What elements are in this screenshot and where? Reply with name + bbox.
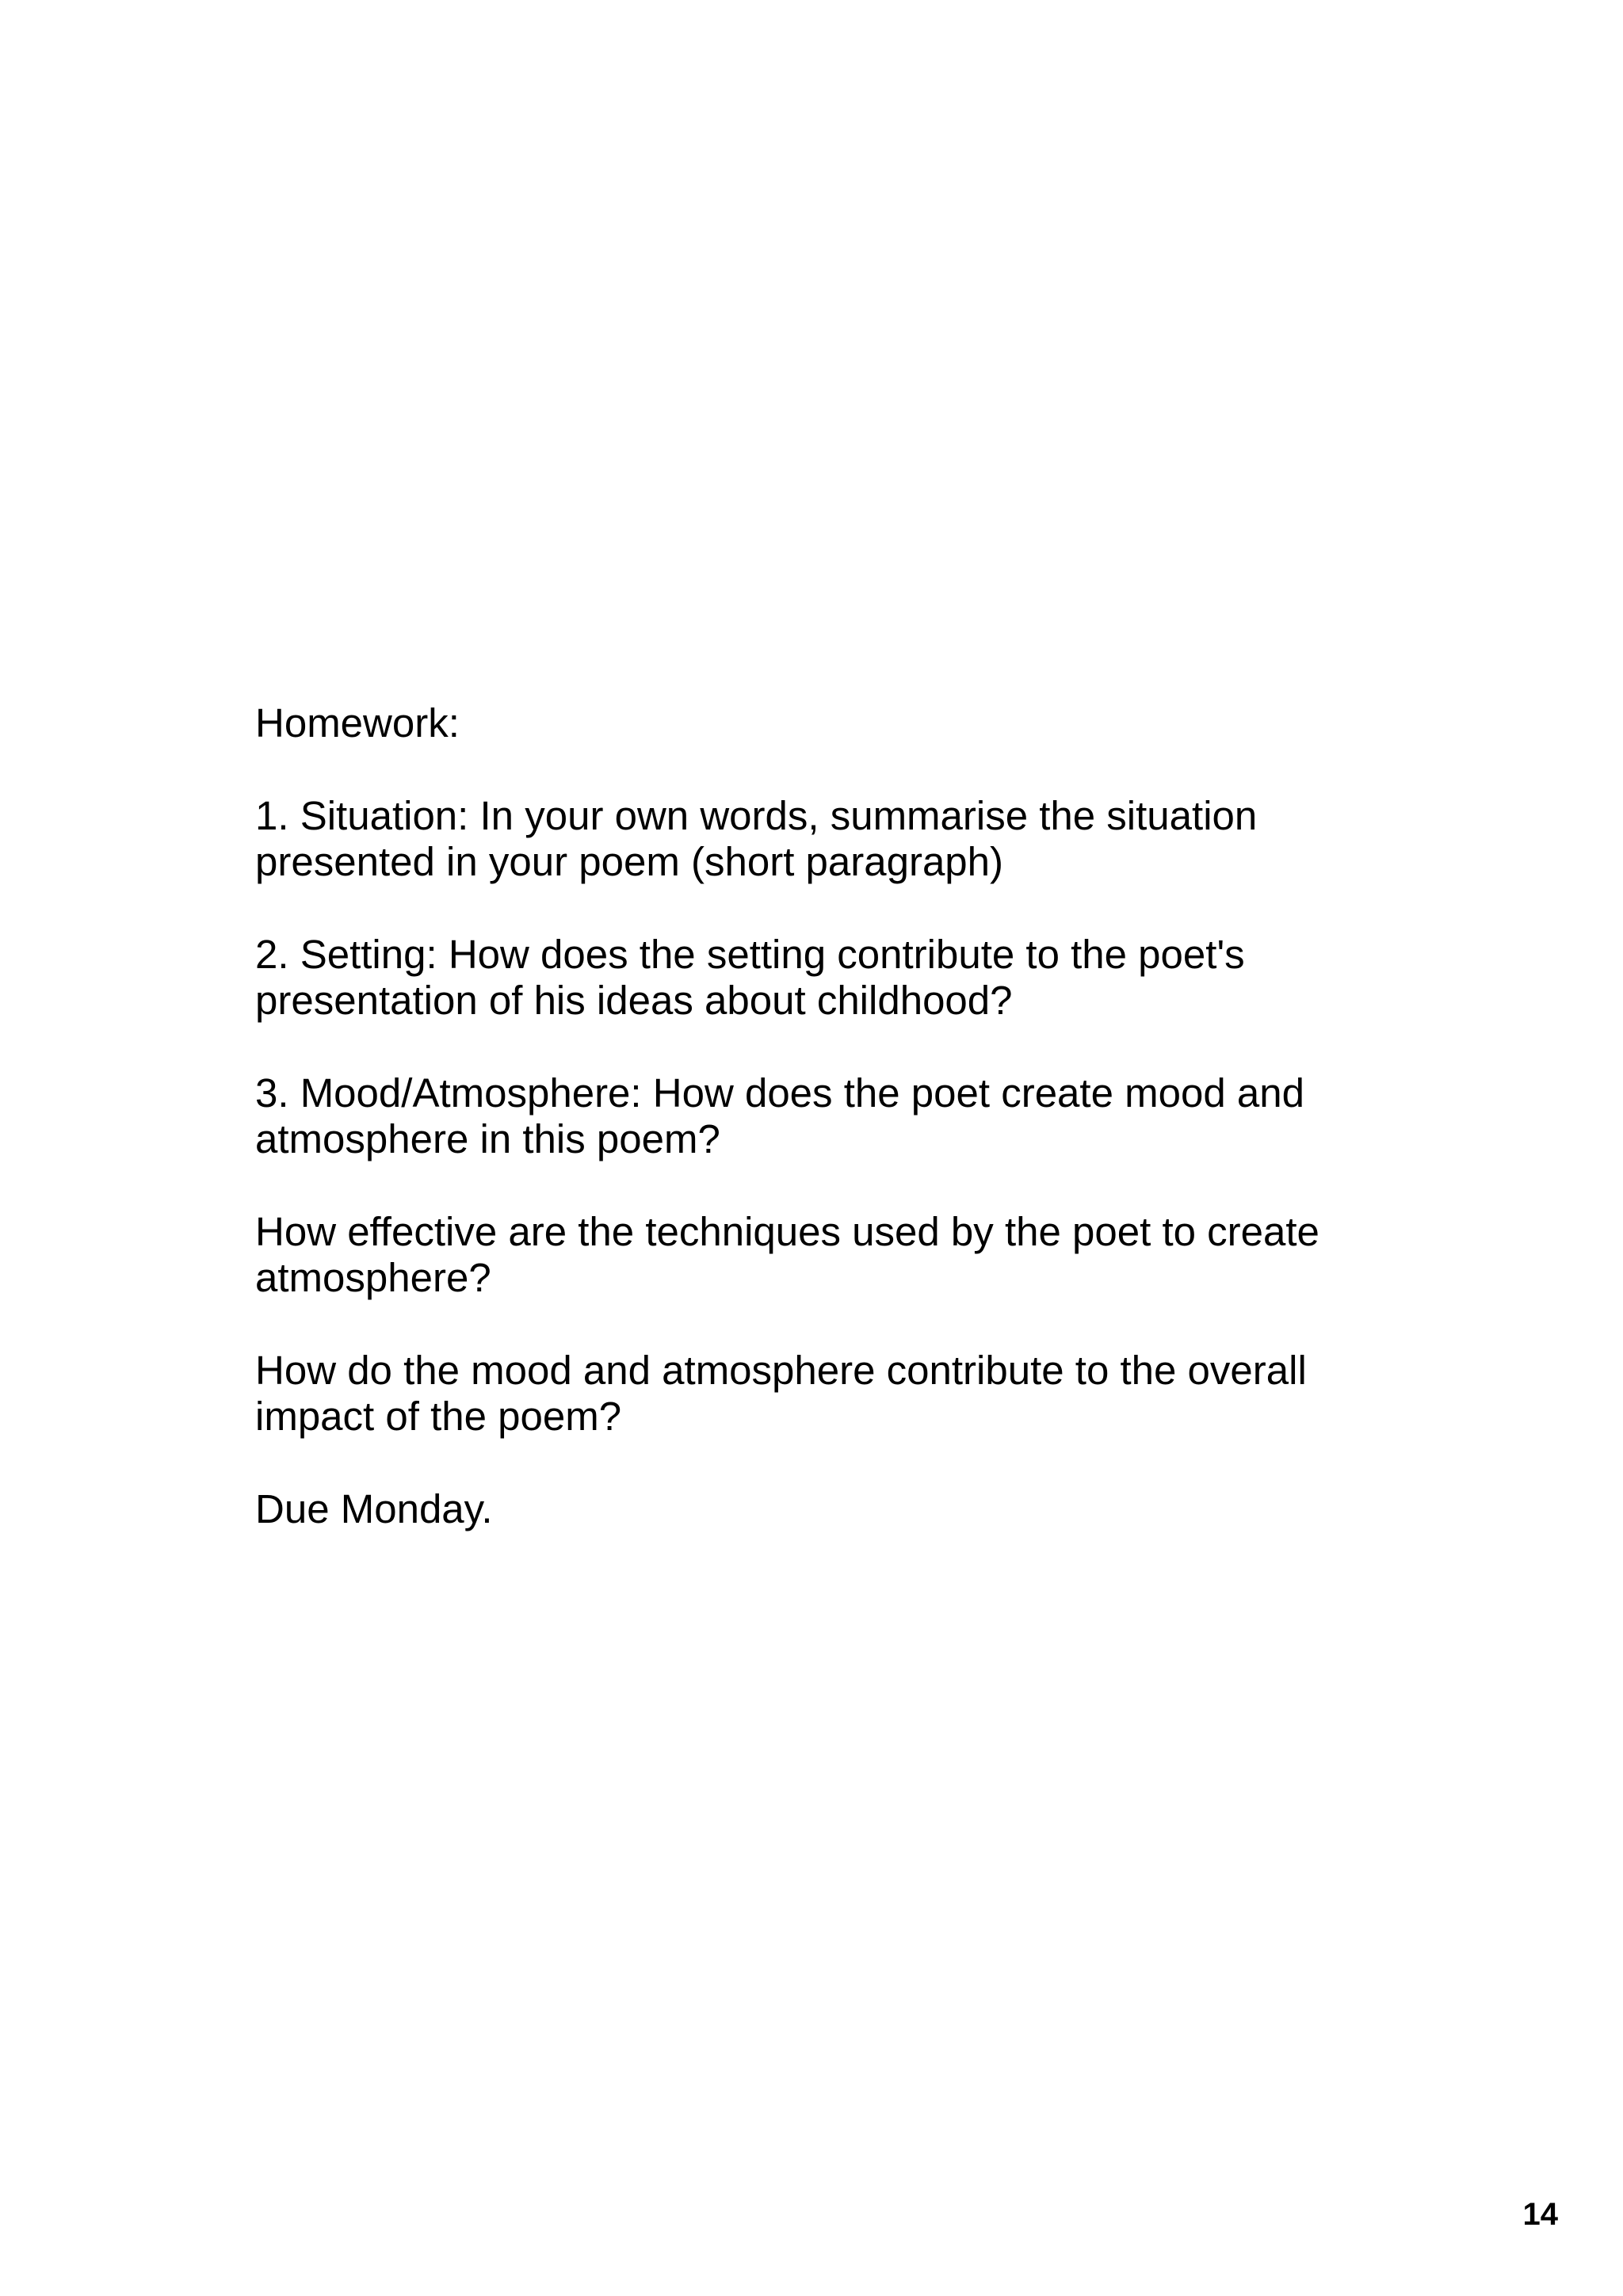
due-date-text: Due Monday. xyxy=(255,1486,493,1531)
heading-text: Homework: xyxy=(255,700,460,746)
due-date xyxy=(255,1486,1396,1532)
question-line: impact of the poem? xyxy=(255,1394,622,1439)
question-line: 1. Situation: In your own words, summarise the situation xyxy=(255,793,1258,838)
question-line: 2. Setting: How does the setting contribute to the poet's xyxy=(255,932,1245,977)
question-situation xyxy=(255,793,1396,885)
question-line: How effective are the techniques used by the poet to create xyxy=(255,1209,1319,1254)
homework-heading xyxy=(255,700,1396,746)
question-line: atmosphere in this poem? xyxy=(255,1116,720,1161)
question-overall-impact xyxy=(255,1348,1396,1440)
question-line: atmosphere? xyxy=(255,1255,491,1300)
question-line: presented in your poem (short paragraph) xyxy=(255,839,1004,884)
question-mood-atmosphere xyxy=(255,1070,1396,1162)
question-line: How do the mood and atmosphere contribute to the overall xyxy=(255,1348,1307,1393)
question-setting xyxy=(255,932,1396,1024)
homework-content xyxy=(255,700,1396,1579)
question-techniques xyxy=(255,1209,1396,1301)
question-line: 3. Mood/Atmosphere: How does the poet create mood and xyxy=(255,1070,1304,1116)
question-line: presentation of his ideas about childhood? xyxy=(255,978,1013,1023)
page-number: 14 xyxy=(1522,2197,1558,2232)
